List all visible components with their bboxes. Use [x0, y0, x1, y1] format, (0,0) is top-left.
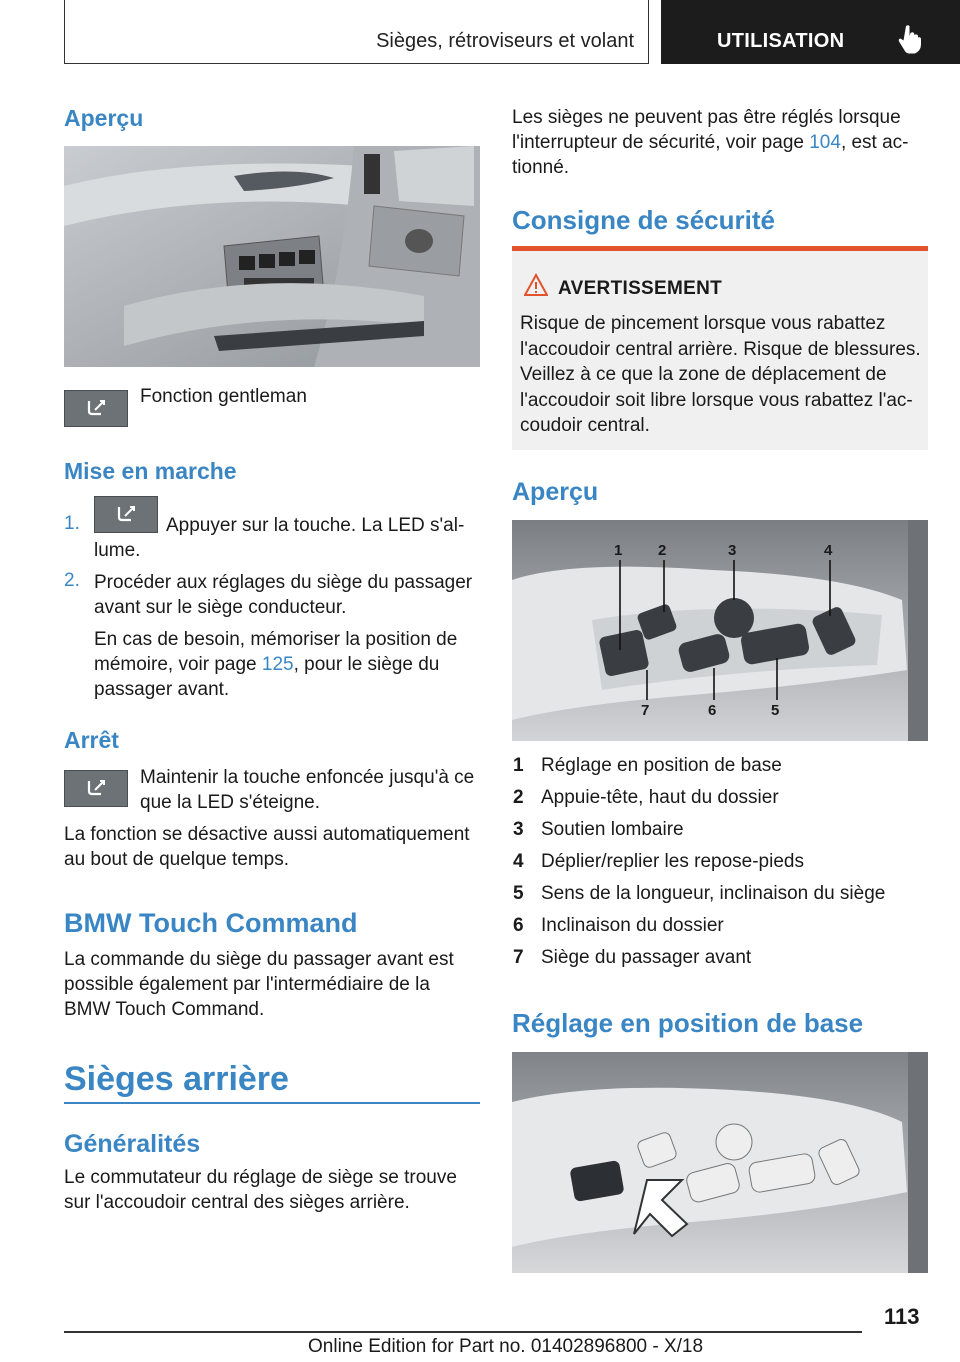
gentleman-label: Fonction gentleman: [140, 386, 307, 407]
page-number: 113: [884, 1304, 920, 1329]
header-section-box[interactable]: [661, 0, 960, 64]
base-position-heading: Réglage en position de base: [512, 1008, 864, 1038]
callout-label: 6: [708, 702, 717, 719]
rear-seats-heading: Sièges arrière: [64, 1060, 289, 1098]
seat-controls-photo: [512, 520, 928, 741]
chapter-title: Sièges, rétroviseurs et volant: [376, 30, 634, 52]
step-text-cont: lume.: [94, 540, 141, 561]
callout-label: 3: [728, 542, 737, 559]
intro-text-end: tionné.: [512, 157, 570, 178]
page-link-125[interactable]: 125: [261, 654, 294, 675]
touch-text-end: BMW Touch Command.: [64, 999, 265, 1020]
touch-text: La commande du siège du passager avant est: [64, 949, 454, 970]
auto-text-cont: au bout de quelque temps.: [64, 849, 290, 870]
door-panel-photo: [64, 146, 480, 367]
step-text: Appuyer sur la touche. La LED s'al-: [166, 515, 465, 536]
auto-text: La fonction se désactive aussi automatiquement: [64, 824, 470, 845]
section-title: UTILISATION: [717, 30, 845, 52]
touch-command-heading: BMW Touch Command: [64, 908, 358, 938]
hand-pointer-icon: [897, 24, 923, 54]
intro-text-ref: l'interrupteur de sécurité, voir page 104, est ac-: [512, 132, 909, 153]
footer-rule: [64, 1331, 862, 1333]
warning-title: AVERTISSEMENT: [558, 278, 723, 299]
warning-triangle-icon: [524, 273, 548, 297]
gentleman-button-icon[interactable]: [64, 390, 128, 427]
step-number: 1.: [64, 513, 80, 534]
header-chapter-box: [64, 0, 649, 64]
step-number: 2.: [64, 570, 80, 591]
footer-edition: Online Edition for Part no. 01402896800 - X/18: [308, 1336, 704, 1357]
memory-text-ref: mémoire, voir page 125, pour le siège du: [94, 654, 440, 675]
callout-label: 2: [658, 542, 667, 559]
stop-text-cont: que la LED s'éteigne.: [140, 792, 321, 813]
memory-text: En cas de besoin, mémoriser la position de: [94, 629, 458, 650]
overview-heading-right: Aperçu: [512, 478, 599, 506]
page-link-104[interactable]: 104: [809, 132, 841, 153]
gentleman-button-icon[interactable]: [64, 770, 128, 807]
intro-text: Les sièges ne peuvent pas être réglés lorsque: [512, 107, 901, 128]
gentleman-button-icon[interactable]: [94, 496, 158, 533]
callout-label: 7: [641, 702, 650, 719]
general-heading: Généralités: [64, 1130, 201, 1158]
memory-text-end: passager avant.: [94, 679, 230, 700]
startup-heading: Mise en marche: [64, 458, 237, 484]
step-text: Procéder aux réglages du siège du passager: [94, 572, 473, 593]
callout-label: 4: [824, 542, 833, 559]
callout-label: 5: [771, 702, 780, 719]
warning-text: Risque de pincement lorsque vous rabattez l'accoudoir central arrière. Risque de blessures. Veillez à ce que la zone de déplacement de l'accoudoir soit libre lorsque vous rabattez l'ac- coudoir central.: [520, 313, 921, 436]
stop-text: Maintenir la touche enfoncée jusqu'à ce: [140, 767, 475, 788]
callout-label: 1: [614, 542, 623, 559]
overview-heading-left: Aperçu: [64, 105, 144, 131]
safety-heading: Consigne de sécurité: [512, 205, 775, 235]
general-text-cont: sur l'accoudoir central des sièges arrière.: [64, 1192, 410, 1213]
base-position-photo: [512, 1052, 928, 1273]
step-text-cont: avant sur le siège conducteur.: [94, 597, 347, 618]
heading-rule: [64, 1102, 480, 1104]
stop-heading: Arrêt: [64, 727, 119, 753]
touch-text-cont: possible également par l'intermédiaire de la: [64, 974, 430, 995]
general-text: Le commutateur du réglage de siège se trouve: [64, 1167, 457, 1188]
warning-box: [512, 246, 928, 450]
